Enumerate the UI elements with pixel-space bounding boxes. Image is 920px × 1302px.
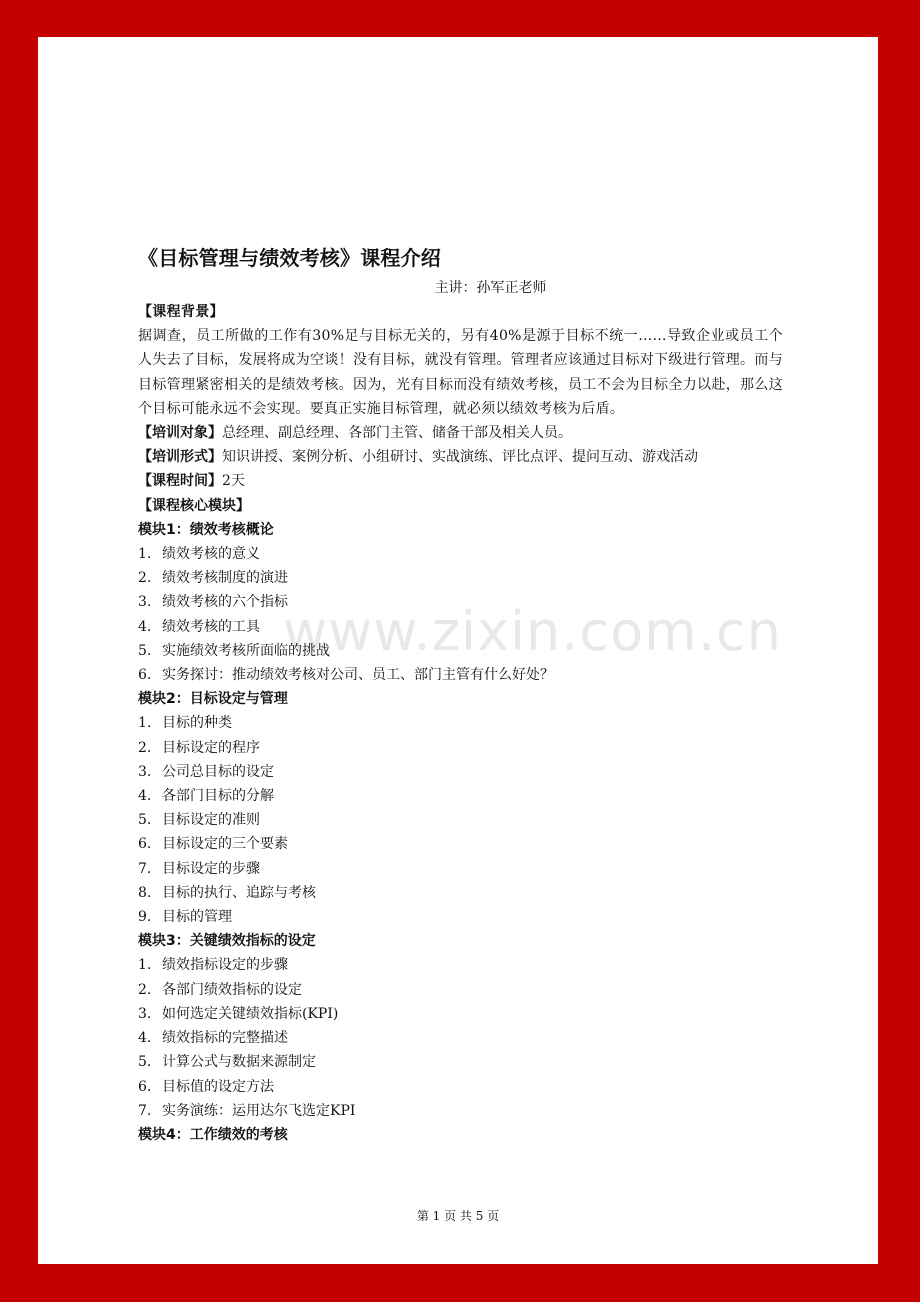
duration-heading: 【课程时间】 [138, 473, 222, 490]
watermark: www.zixin.com.cn [283, 600, 782, 663]
item-text: 目标的种类 [162, 715, 232, 732]
list-item [138, 1050, 783, 1074]
item-number: 4. [138, 618, 152, 635]
item-number: 5. [138, 642, 152, 659]
audience-line [138, 421, 783, 445]
list-item [138, 566, 783, 590]
item-number: 1. [138, 957, 152, 974]
list-item [138, 1002, 783, 1026]
list-item [138, 905, 783, 929]
item-text: 绩效考核的工具 [162, 618, 260, 635]
document-title: 《目标管理与绩效考核》课程介绍 [138, 246, 441, 270]
item-number: 1. [138, 546, 152, 563]
item-number: 4. [138, 1030, 152, 1047]
item-number: 3. [138, 594, 152, 611]
item-text: 目标设定的程序 [162, 739, 260, 756]
module-title: 模块4：工作绩效的考核 [138, 1126, 288, 1143]
modules-heading: 【课程核心模块】 [138, 497, 250, 514]
item-text: 绩效指标设定的步骤 [162, 957, 288, 974]
module-title: 模块3：关键绩效指标的设定 [138, 933, 316, 950]
format-line [138, 445, 783, 469]
audience-text: 总经理、副总经理、各部门主管、储备干部及相关人员。 [222, 425, 572, 442]
item-text: 各部门目标的分解 [162, 788, 274, 805]
item-number: 3. [138, 1005, 152, 1022]
duration-line [138, 469, 783, 493]
item-number: 7. [138, 860, 152, 877]
format-text: 知识讲授、案例分析、小组研讨、实战演练、评比点评、提问互动、游戏活动 [222, 449, 698, 466]
item-number: 6. [138, 667, 152, 684]
item-text: 实施绩效考核所面临的挑战 [162, 642, 330, 659]
item-number: 9. [138, 909, 152, 926]
list-item [138, 639, 783, 663]
item-text: 公司总目标的设定 [162, 763, 274, 780]
item-text: 目标设定的步骤 [162, 860, 260, 877]
list-item [138, 881, 783, 905]
format-heading: 【培训形式】 [138, 449, 222, 466]
item-text: 目标设定的准则 [162, 812, 260, 829]
list-item [138, 590, 783, 614]
item-number: 2. [138, 570, 152, 587]
list-item [138, 542, 783, 566]
list-item [138, 663, 783, 687]
list-item [138, 832, 783, 856]
list-item [138, 760, 783, 784]
background-text: 据调查，员工所做的工作有30%足与目标无关的，另有40%是源于目标不统一……导致企业或员工个人失去了目标，发展将成为空谈！没有目标，就没有管理。管理者应该通过目标对下级进行管理。而与目标管理紧密相关的是绩效考核。因为，光有目标而没有绩效考核，员工不会为目标全力以赴，那么这个目标可能永远不会实现。要真正实施目标管理，就必须以绩效考核为后盾。 [138, 328, 783, 417]
item-number: 1. [138, 715, 152, 732]
item-number: 4. [138, 788, 152, 805]
item-text: 目标的管理 [162, 909, 232, 926]
list-item [138, 1075, 783, 1099]
list-item [138, 808, 783, 832]
list-item [138, 1026, 783, 1050]
list-item [138, 1099, 783, 1123]
lecturer-line: 主讲：孙军正老师 [434, 280, 547, 296]
list-item [138, 978, 783, 1002]
background-heading: 【课程背景】 [138, 304, 224, 320]
document-content [138, 242, 783, 1147]
item-text: 计算公式与数据来源制定 [162, 1054, 316, 1071]
item-number: 6. [138, 1078, 152, 1095]
item-text: 各部门绩效指标的设定 [162, 981, 302, 998]
item-text: 绩效指标的完整描述 [162, 1030, 288, 1047]
item-number: 2. [138, 739, 152, 756]
item-text: 绩效考核的六个指标 [162, 594, 288, 611]
item-text: 如何选定关键绩效指标(KPI) [162, 1005, 339, 1022]
item-text: 实务演练：运用达尔飞选定KPI [162, 1102, 356, 1119]
module-title: 模块2：目标设定与管理 [138, 691, 288, 708]
page-footer: 第 1 页 共 5 页 [416, 1209, 500, 1223]
item-number: 7. [138, 1102, 152, 1119]
module-title: 模块1：绩效考核概论 [138, 521, 274, 538]
item-text: 绩效考核的意义 [162, 546, 260, 563]
item-number: 6. [138, 836, 152, 853]
item-text: 绩效考核制度的演进 [162, 570, 288, 587]
item-number: 5. [138, 1054, 152, 1071]
list-item [138, 953, 783, 977]
list-item [138, 711, 783, 735]
item-number: 2. [138, 981, 152, 998]
item-number: 3. [138, 763, 152, 780]
document-page [38, 37, 878, 1264]
item-text: 实务探讨：推动绩效考核对公司、员工、部门主管有什么好处？ [162, 667, 554, 684]
background-section [138, 300, 783, 421]
item-number: 5. [138, 812, 152, 829]
duration-text: 2天 [222, 473, 245, 490]
item-text: 目标的执行、追踪与考核 [162, 884, 316, 901]
item-text: 目标设定的三个要素 [162, 836, 288, 853]
list-item [138, 784, 783, 808]
list-item [138, 857, 783, 881]
list-item [138, 736, 783, 760]
item-number: 8. [138, 884, 152, 901]
item-text: 目标值的设定方法 [162, 1078, 274, 1095]
list-item [138, 615, 783, 639]
audience-heading: 【培训对象】 [138, 425, 222, 442]
